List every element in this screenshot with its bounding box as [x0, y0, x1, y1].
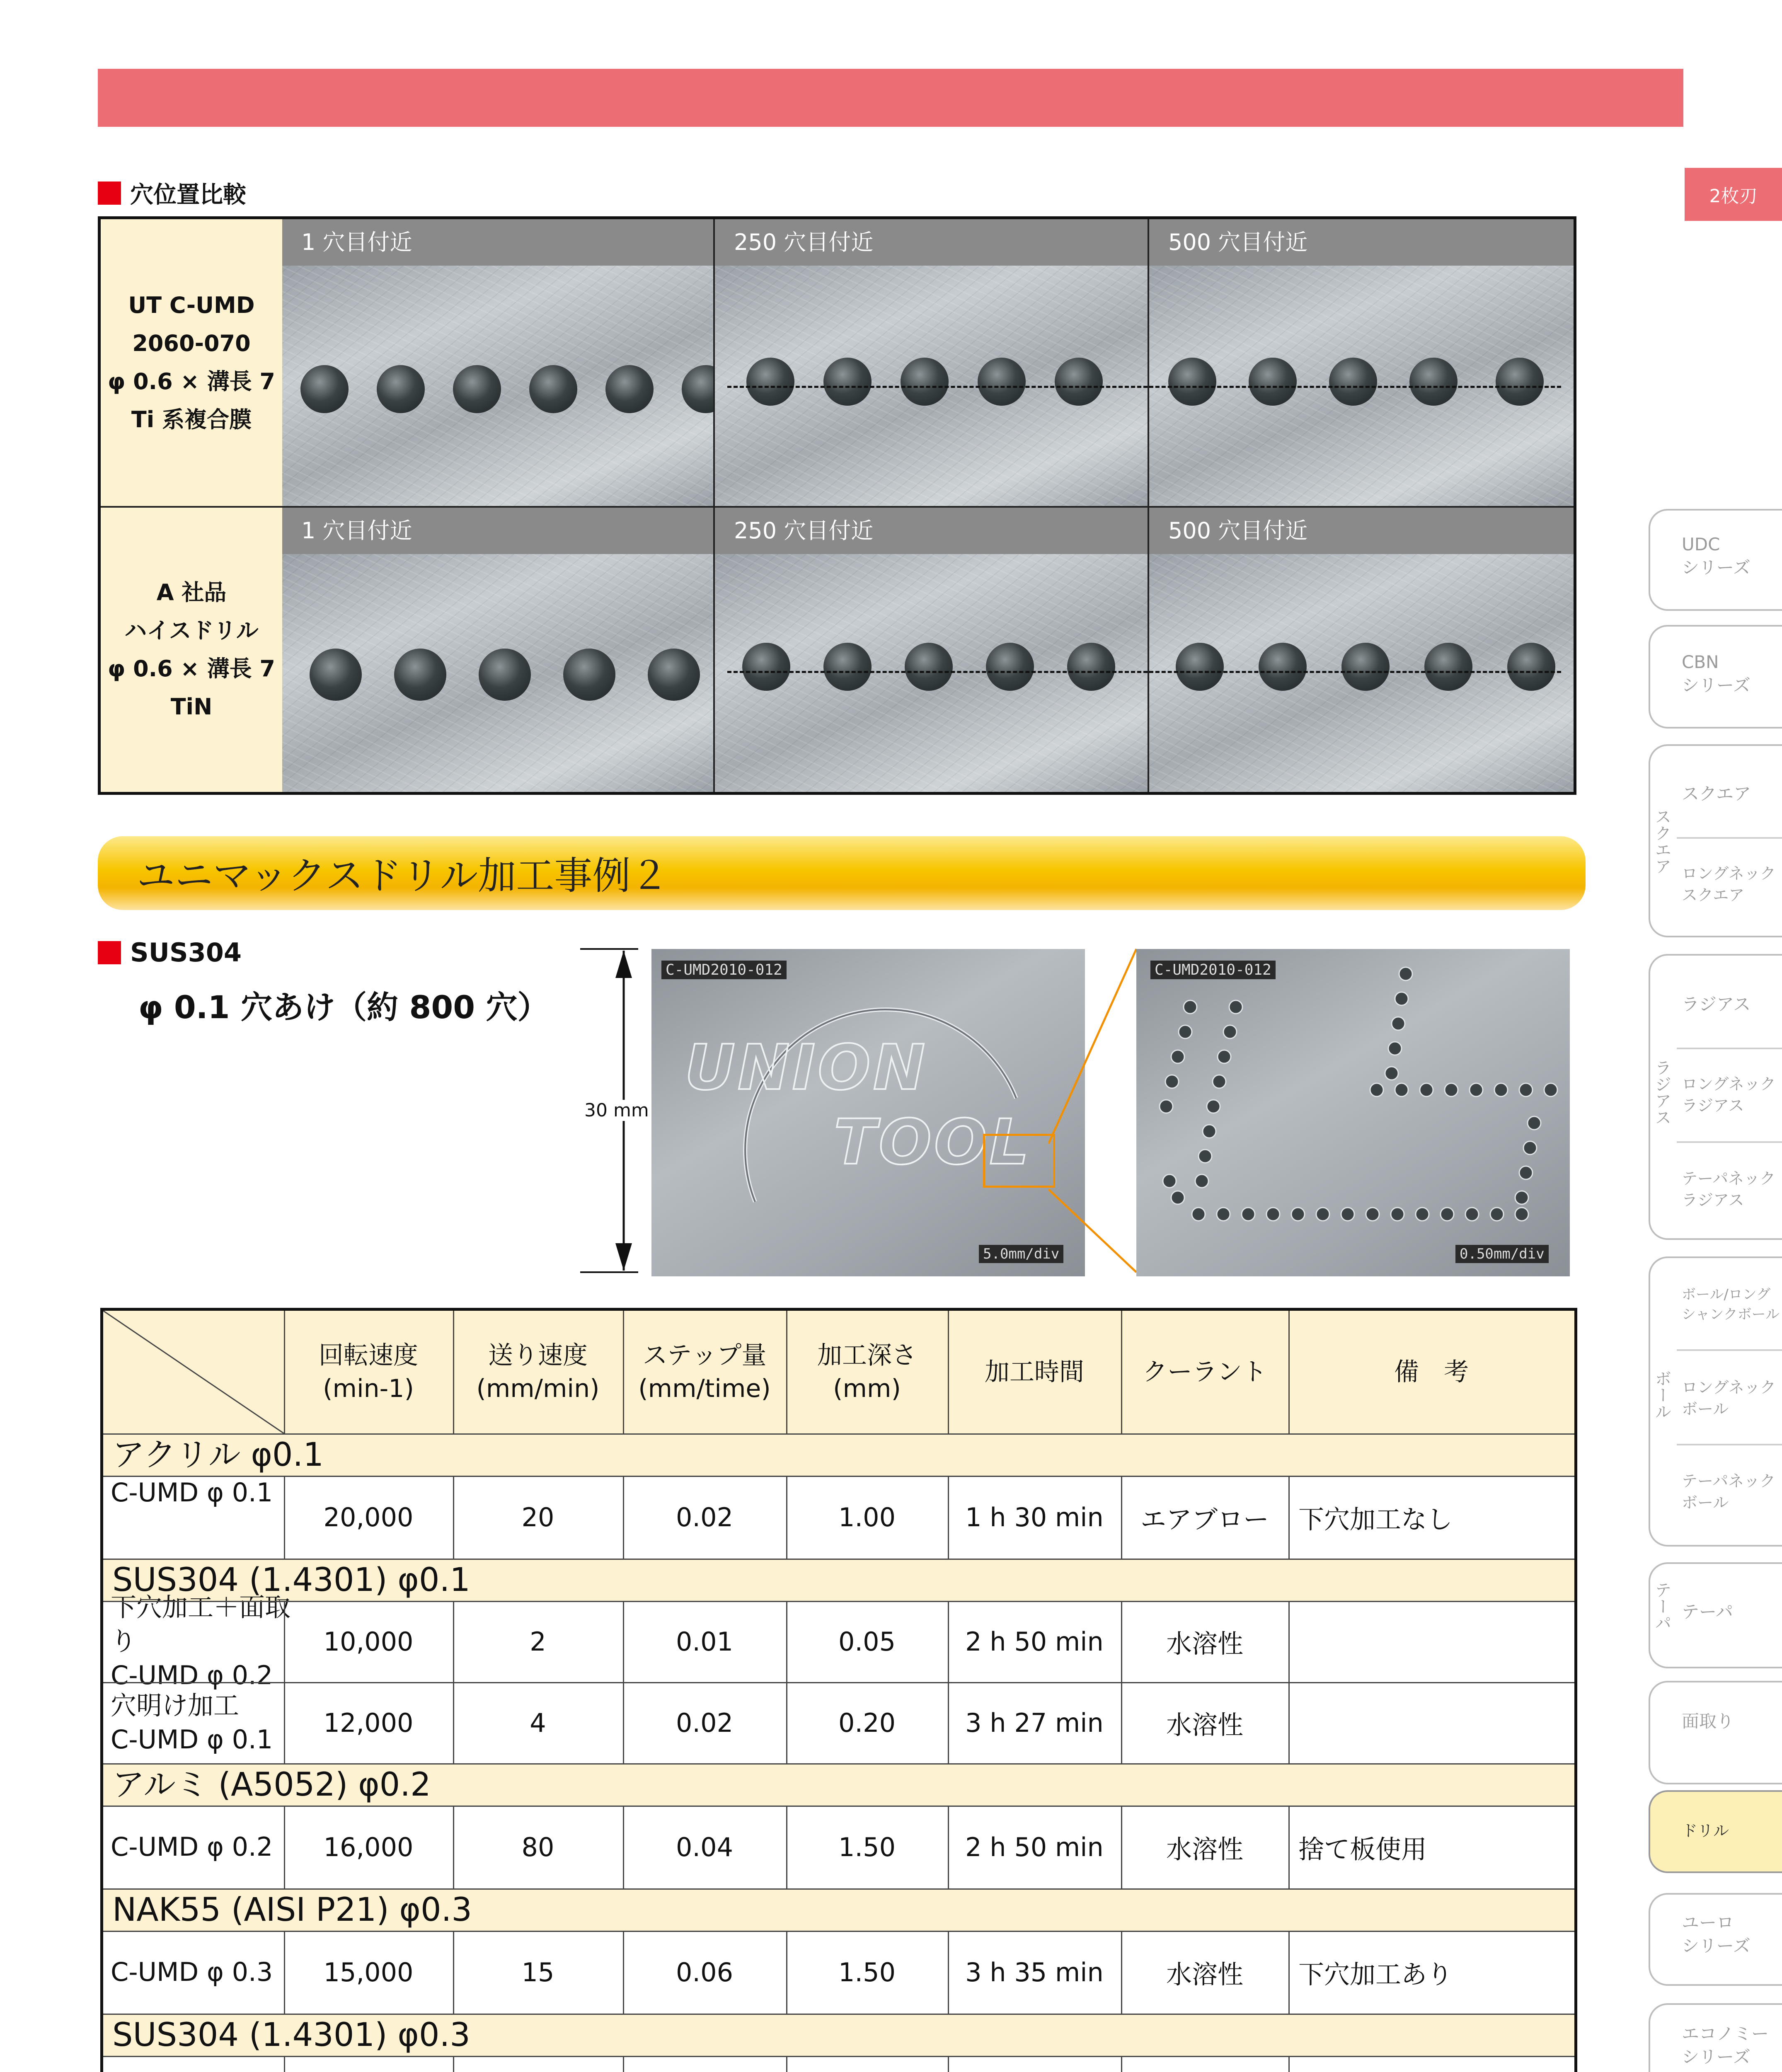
grid-line [1288, 1806, 1290, 1888]
engraving-label: C-UMD2010-012 [1150, 961, 1276, 979]
case-title: ユニマックスドリル加工事例２ [137, 854, 669, 898]
depth-value [786, 2056, 948, 2072]
nav-text: エコノミー [1682, 2024, 1769, 2044]
logo-text-union: UNION [685, 1032, 928, 1104]
grid-line [103, 1476, 1574, 1477]
tool-label-line: C-UMD φ 0.1 [111, 1477, 273, 1508]
grid-line [284, 1311, 285, 1433]
grid-line [623, 1806, 624, 1888]
nav-taper-ball[interactable] [1682, 1470, 1775, 1513]
hole-photo [1149, 266, 1574, 506]
grid-line [103, 1931, 1574, 1932]
time-value: 2 h 50 min [965, 1626, 1104, 1657]
step-value [623, 2056, 786, 2072]
header-text: 備 考 [1394, 1358, 1469, 1387]
cell-caption: 250 穴目付近 [715, 508, 1148, 554]
hole-mark [1249, 358, 1297, 406]
step-value: 0.01 [676, 1626, 734, 1657]
header-coolant [1121, 1311, 1288, 1433]
group-title: SUS304 (1.4301) φ0.1 [103, 1559, 1574, 1601]
header-feed [453, 1311, 623, 1433]
hole-mark [648, 649, 700, 701]
hole-comparison-table [98, 216, 1576, 795]
hole-photo [282, 554, 713, 792]
square-bullet-icon [98, 182, 121, 205]
nav-text: シリーズ [1682, 2047, 1751, 2067]
table-row [103, 2056, 1574, 2072]
nav-text: UDC [1682, 534, 1720, 554]
hole-mark [1168, 358, 1216, 406]
label-line: A 社品 [156, 579, 227, 605]
hole-mark [1424, 643, 1472, 691]
hole-mark [479, 649, 531, 701]
grid-line [623, 1601, 624, 1763]
nav-text: シャンクボール [1682, 1306, 1780, 1323]
tool-label [103, 1592, 291, 1690]
position-guide-line [1149, 671, 1561, 673]
nav-text: CBN [1682, 652, 1719, 672]
engraving-photo [651, 949, 1085, 1276]
tool-label [103, 1682, 291, 1763]
comparison-heading-text: 穴位置比較 [130, 182, 246, 208]
hole-mark [605, 365, 654, 413]
nav-text: ユーロ [1682, 1912, 1734, 1933]
grid-line [1288, 1476, 1290, 1559]
header-unit: (mm/min) [476, 1374, 600, 1403]
coolant-value: エアブロー [1140, 1504, 1269, 1535]
grid-line [453, 1601, 454, 1763]
nav-taper-radius[interactable] [1682, 1168, 1775, 1211]
tool-label-line: 穴明け加工 [111, 1690, 240, 1721]
nav-radius[interactable]: ラジアス [1682, 994, 1751, 1014]
nav-divider [1677, 1141, 1782, 1143]
grid-line [453, 1806, 454, 1888]
hole-mark [310, 649, 362, 701]
grid-line [284, 2056, 285, 2072]
tool-label [103, 2056, 291, 2072]
nav-text: ロングネック [1682, 1075, 1776, 1093]
note-value: 下穴加工あり [1298, 1959, 1453, 1990]
cell-caption: 500 穴目付近 [1149, 508, 1574, 554]
nav-text: ロングネック [1682, 1378, 1776, 1397]
header-unit: (mm) [833, 1374, 901, 1403]
nav-text: ボール/ロング [1682, 1286, 1771, 1303]
grid-line [1121, 1311, 1122, 1433]
grid-line [948, 1601, 949, 1763]
nav-group-label: ボール [1652, 1370, 1671, 1420]
machining-data-table [100, 1308, 1577, 2072]
nav-euro-label[interactable] [1682, 1911, 1751, 1958]
hole-mark [986, 643, 1034, 691]
table-row [103, 1931, 1574, 2014]
note-value [1288, 1601, 1584, 1682]
feed-value: 15 [521, 1957, 554, 1987]
flute-tag: 2枚刃 [1685, 168, 1782, 221]
step-value: 0.06 [676, 1957, 734, 1987]
label-line: TiN [170, 694, 213, 720]
feed-value: 4 [530, 1707, 546, 1738]
grid-line [284, 1476, 285, 1559]
nav-cbn-label[interactable] [1682, 651, 1751, 697]
coolant-value: 水溶性 [1166, 1959, 1243, 1990]
depth-value: 1.50 [838, 1957, 896, 1987]
label-line: Ti 系複合膜 [131, 407, 252, 433]
tool-label-line: C-UMD φ 0.2 [111, 1660, 273, 1690]
nav-text: ボール [1682, 1493, 1729, 1512]
rpm-value: 12,000 [323, 1707, 414, 1738]
position-guide-line [727, 386, 1148, 388]
group-title: SUS304 (1.4301) φ0.3 [103, 2014, 1574, 2056]
grid-line [453, 1931, 454, 2014]
feed-value: 80 [521, 1832, 554, 1862]
nav-group-label: ラジアス [1652, 1059, 1671, 1126]
nav-long-ball[interactable] [1682, 1377, 1776, 1420]
grid-line [786, 1311, 787, 1433]
comparison-cell [715, 219, 1149, 506]
coolant-value [1121, 2056, 1288, 2072]
header-text: 加工深さ [817, 1341, 917, 1370]
coolant-value: 水溶性 [1166, 1834, 1243, 1864]
rpm-value [284, 2056, 453, 2072]
step-value: 0.02 [676, 1707, 734, 1738]
zoomed-holes-photo [1136, 949, 1570, 1276]
note-value: 下穴加工なし [1298, 1504, 1453, 1535]
nav-divider [1677, 837, 1782, 839]
nav-text: スクエア [1682, 886, 1745, 904]
grid-line [1121, 1476, 1122, 1559]
grid-line [948, 1806, 949, 1888]
grid-line [1288, 1311, 1290, 1433]
zoom-region-box [983, 1134, 1055, 1188]
nav-text: ラジアス [1682, 1191, 1744, 1209]
header-text: 送り速度 [488, 1341, 588, 1370]
label-line: φ 0.6 × 溝長 7 [108, 656, 275, 682]
hole-mark [742, 643, 790, 691]
hole-mark [563, 649, 615, 701]
note-value: 捨て板使用 [1298, 1834, 1427, 1864]
nav-text: シリーズ [1682, 557, 1751, 578]
grid-line [948, 1931, 949, 2014]
hole-mark [529, 365, 577, 413]
nav-long-radius[interactable] [1682, 1073, 1776, 1116]
grid-line [623, 1311, 624, 1433]
coolant-value: 水溶性 [1166, 1628, 1243, 1659]
group-title: アルミ (A5052) φ0.2 [103, 1763, 1574, 1806]
engraving-label: C-UMD2010-012 [661, 961, 787, 979]
depth-value: 1.50 [838, 1832, 896, 1862]
nav-square[interactable]: スクエア [1682, 784, 1751, 804]
time-value: 2 h 50 min [965, 1832, 1104, 1862]
grid-line [103, 1888, 1574, 1890]
header-unit: (min-1) [323, 1374, 414, 1403]
material-text: SUS304 [130, 937, 242, 968]
tool-label-line: C-UMD φ 0.1 [111, 1724, 273, 1755]
material-heading [98, 937, 242, 968]
nav-group-label: テーパ [1652, 1581, 1671, 1631]
square-bullet-icon [98, 941, 121, 964]
nav-text: テーパネック [1682, 1472, 1776, 1490]
grid-line [623, 1931, 624, 2014]
nav-economy-label[interactable] [1682, 2022, 1769, 2069]
hole-mark [1055, 358, 1103, 406]
time-value: 3 h 35 min [965, 1957, 1104, 1987]
hole-photo [282, 266, 713, 506]
nav-divider [1677, 1349, 1782, 1351]
grid-line [1288, 1931, 1290, 2014]
grid-line [103, 2014, 1574, 2015]
tool-label-line: C-UMD φ 0.2 [111, 1832, 273, 1862]
grid-line [453, 2056, 454, 2072]
nav-group-label: スクエア [1652, 808, 1671, 874]
hole-photo [715, 266, 1148, 506]
depth-value: 0.20 [838, 1707, 896, 1738]
header-text: ステップ量 [642, 1341, 767, 1370]
nav-text: シリーズ [1682, 675, 1751, 695]
header-note [1288, 1311, 1574, 1433]
feed-value: 20 [521, 1502, 554, 1532]
rpm-value: 16,000 [323, 1832, 414, 1862]
hole-mark [1496, 358, 1544, 406]
nav-text: シリーズ [1682, 1936, 1751, 1956]
cell-caption: 250 穴目付近 [715, 219, 1148, 266]
grid-line [103, 1682, 1574, 1683]
group-title: アクリル φ0.1 [103, 1433, 1574, 1476]
grid-line [103, 1763, 1574, 1765]
hole-mark [377, 365, 425, 413]
header-text: 加工時間 [985, 1358, 1084, 1387]
grid-line [948, 2056, 949, 2072]
zoom-connector [1048, 945, 1148, 1276]
grid-line [1121, 1601, 1122, 1763]
grid-line [284, 1601, 285, 1763]
comparison-row-label [101, 219, 284, 506]
hole-photo [1149, 554, 1574, 792]
position-guide-line [1149, 386, 1561, 388]
grid-line [1121, 1931, 1122, 2014]
header-step [623, 1311, 786, 1433]
tool-label-line: 下穴加工＋面取り [111, 1592, 291, 1656]
grid-line [284, 1806, 285, 1888]
hole-mark [1176, 643, 1224, 691]
comparison-cell [282, 508, 715, 792]
grid-line [948, 1311, 949, 1433]
header-unit: (mm/time) [638, 1374, 771, 1403]
grid-line [786, 1931, 787, 2014]
tool-label-line: C-UMD φ 0.3 [111, 1957, 273, 1987]
scale-label: 0.50mm/div [1455, 1245, 1549, 1263]
time-value: 3 h 27 min [965, 1707, 1104, 1738]
feed-value [453, 2056, 623, 2072]
depth-value: 0.05 [838, 1626, 896, 1657]
hole-mark [1067, 643, 1115, 691]
hole-mark [394, 649, 446, 701]
cell-caption: 1 穴目付近 [282, 508, 713, 554]
grid-line [786, 1806, 787, 1888]
case-description: φ 0.1 穴あけ（約 800 穴） [138, 989, 549, 1026]
label-line: 2060-070 [132, 330, 251, 356]
time-value: 1 h 30 min [965, 1502, 1104, 1532]
depth-value: 1.00 [838, 1502, 896, 1532]
hole-mark [823, 643, 872, 691]
label-line: φ 0.6 × 溝長 7 [108, 368, 275, 395]
coolant-value: 水溶性 [1166, 1709, 1243, 1740]
tool-label [103, 1931, 291, 2014]
grid-line [103, 1433, 1574, 1435]
hole-mark [905, 643, 953, 691]
hole-mark [1341, 643, 1390, 691]
grid-line [1288, 1601, 1290, 1763]
header-depth [786, 1311, 948, 1433]
table-row [103, 1682, 1574, 1763]
grid-line [948, 1476, 949, 1559]
grid-line [103, 2056, 1574, 2057]
logo-text-tool: TOOL [834, 1106, 1031, 1179]
grid-line [786, 1476, 787, 1559]
hole-mark [300, 365, 349, 413]
micro-holes [1136, 949, 1570, 1276]
comparison-heading [98, 177, 246, 210]
header-bar [98, 69, 1683, 127]
grid-line [453, 1311, 454, 1433]
hole-mark [823, 358, 872, 406]
nav-udc-label[interactable] [1682, 533, 1751, 579]
table-row [103, 1592, 1574, 1690]
dimension-label: 30 mm [584, 1100, 649, 1121]
nav-text: ボール [1682, 1400, 1729, 1418]
header-time [948, 1311, 1121, 1433]
time-value [948, 2056, 1121, 2072]
nav-taper[interactable]: テーパ [1682, 1602, 1733, 1622]
header-rpm [284, 1311, 453, 1433]
hole-mark [1507, 643, 1555, 691]
table-row [103, 1806, 1574, 1888]
grid-line [786, 1601, 787, 1763]
grid-line [453, 1476, 454, 1559]
grid-line [623, 1476, 624, 1559]
position-guide-line [727, 671, 1148, 673]
hole-mark [746, 358, 794, 406]
step-value: 0.04 [676, 1832, 734, 1862]
grid-line [103, 1806, 1574, 1807]
comparison-cell [1149, 219, 1574, 506]
header-text: クーラント [1143, 1358, 1267, 1387]
tool-label [103, 1476, 291, 1559]
hole-mark [978, 358, 1026, 406]
nav-text: ロングネック [1682, 864, 1776, 883]
cell-caption: 500 穴目付近 [1149, 219, 1574, 266]
grid-line [1121, 2056, 1122, 2072]
nav-divider [1677, 1444, 1782, 1445]
header-text: 回転速度 [319, 1341, 418, 1370]
grid-line [1288, 2056, 1290, 2072]
scale-label: 5.0mm/div [979, 1245, 1063, 1263]
hole-mark [1329, 358, 1377, 406]
grid-line [103, 1559, 1574, 1560]
cell-caption: 1 穴目付近 [282, 219, 713, 266]
nav-chamfer-label[interactable]: 面取り [1682, 1711, 1734, 1731]
nav-ball-shank[interactable] [1682, 1285, 1780, 1324]
grid-line [103, 1601, 1574, 1602]
comparison-cell [282, 219, 715, 506]
nav-divider [1677, 1048, 1782, 1049]
rpm-value: 20,000 [323, 1502, 414, 1532]
rpm-value: 10,000 [323, 1626, 414, 1657]
hole-mark [453, 365, 501, 413]
nav-drill-label[interactable]: ドリル [1682, 1822, 1729, 1840]
grid-line [623, 2056, 624, 2072]
note-value [1288, 1682, 1584, 1763]
rpm-value: 15,000 [323, 1957, 414, 1987]
label-line: UT C-UMD [128, 292, 255, 318]
hole-photo [715, 554, 1148, 792]
comparison-row-label [101, 508, 284, 792]
feed-value: 2 [530, 1626, 546, 1657]
comparison-cell [715, 508, 1149, 792]
nav-long-square[interactable] [1682, 863, 1776, 906]
grid-line [1121, 1806, 1122, 1888]
comparison-cell [1149, 508, 1574, 792]
tool-label [103, 1806, 291, 1888]
hole-mark [1259, 643, 1307, 691]
label-line: ハイスドリル [124, 617, 259, 644]
grid-line [284, 1931, 285, 2014]
step-value: 0.02 [676, 1502, 734, 1532]
group-title: NAK55 (AISI P21) φ0.3 [103, 1888, 1574, 1931]
nav-text: ラジアス [1682, 1097, 1744, 1115]
hole-mark [901, 358, 949, 406]
grid-line [786, 2056, 787, 2072]
header-diagonal [103, 1311, 284, 1433]
nav-text: テーパネック [1682, 1169, 1776, 1188]
table-row [103, 1476, 1574, 1559]
hole-mark [682, 365, 715, 413]
note-value [1288, 2056, 1584, 2072]
hole-mark [1409, 358, 1458, 406]
